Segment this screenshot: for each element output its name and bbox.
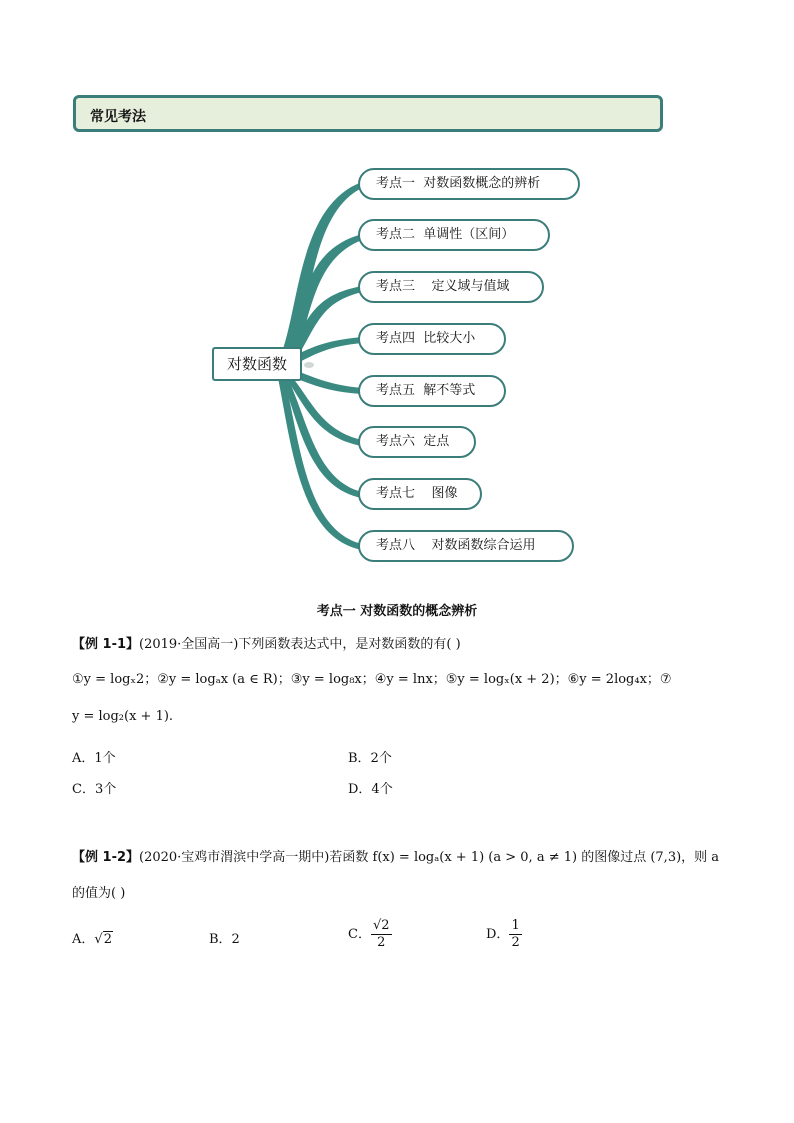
- ex2-option-d-label: D．: [486, 927, 510, 942]
- mindmap-node-4: 考点四 比较大小: [358, 323, 506, 355]
- ex1-items-line2: y = log₂(x + 1).: [72, 709, 174, 724]
- mindmap-node-6: 考点六 定点: [358, 426, 476, 458]
- ex2-option-a: [72, 928, 113, 947]
- ex1-label: 【例 1-1】: [72, 637, 140, 652]
- mindmap-node-5: 考点五 解不等式: [358, 375, 506, 407]
- ex1-option-c: C．3个: [72, 782, 117, 797]
- ex1-items-line1: ①y = logₓ2；②y = logₐx (a ∈ R)；③y = log₈x；④y = lnx；⑤y = logₓ(x + 2)；⑥y = 2log₄x；⑦: [72, 672, 672, 687]
- fraction: [509, 918, 521, 951]
- ex2-option-b: B．2: [209, 932, 240, 947]
- ex2-option-d-denominator: 2: [511, 935, 520, 950]
- ex1-option-b: B．2个: [348, 751, 392, 766]
- mindmap-node-1: 考点一 对数函数概念的辨析: [358, 168, 580, 200]
- ex2-option-c-label: C．: [348, 927, 371, 942]
- ex2-option-a-label: A．: [72, 932, 95, 947]
- ex2-option-c-numerator: √2: [372, 918, 390, 933]
- ex2-option-c-denominator: 2: [377, 935, 386, 950]
- ex1-option-a: A．1个: [72, 751, 116, 766]
- ex1-option-d: D．4个: [348, 782, 393, 797]
- ex2-stem-line2: 的值为( ): [72, 886, 126, 901]
- ex2-option-a-radicand: 2: [103, 932, 112, 947]
- ex2-option-d-numerator: 1: [511, 918, 520, 933]
- section-title: 考点一 对数函数的概念辨析: [316, 604, 478, 619]
- mindmap-root: 对数函数: [212, 347, 302, 381]
- ex2-heading: [72, 846, 719, 865]
- mindmap-node-2: 考点二 单调性（区间）: [358, 219, 550, 251]
- mindmap-node-3: 考点三 定义域与值域: [358, 271, 544, 303]
- ex2-option-c: [348, 918, 392, 951]
- mindmap-node-handle: [304, 362, 314, 368]
- ex1-source: (2019·全国高一)下列函数表达式中，是对数函数的有( ): [139, 637, 461, 652]
- ex1-heading: [72, 633, 461, 652]
- mindmap-node-8: 考点八 对数函数综合运用: [358, 530, 574, 562]
- mindmap-node-7: 考点七 图像: [358, 478, 482, 510]
- ex2-label: 【例 1-2】: [72, 850, 140, 865]
- fraction: [371, 918, 392, 951]
- ex2-stem-line1: (2020·宝鸡市渭滨中学高一期中)若函数 f(x) = logₐ(x + 1) (a > 0, a ≠ 1) 的图像过点 (7,3)，则 a: [139, 850, 720, 865]
- header-title: 常见考法: [90, 109, 146, 125]
- ex2-option-d: [486, 918, 522, 951]
- sqrt-symbol: √2: [94, 932, 112, 947]
